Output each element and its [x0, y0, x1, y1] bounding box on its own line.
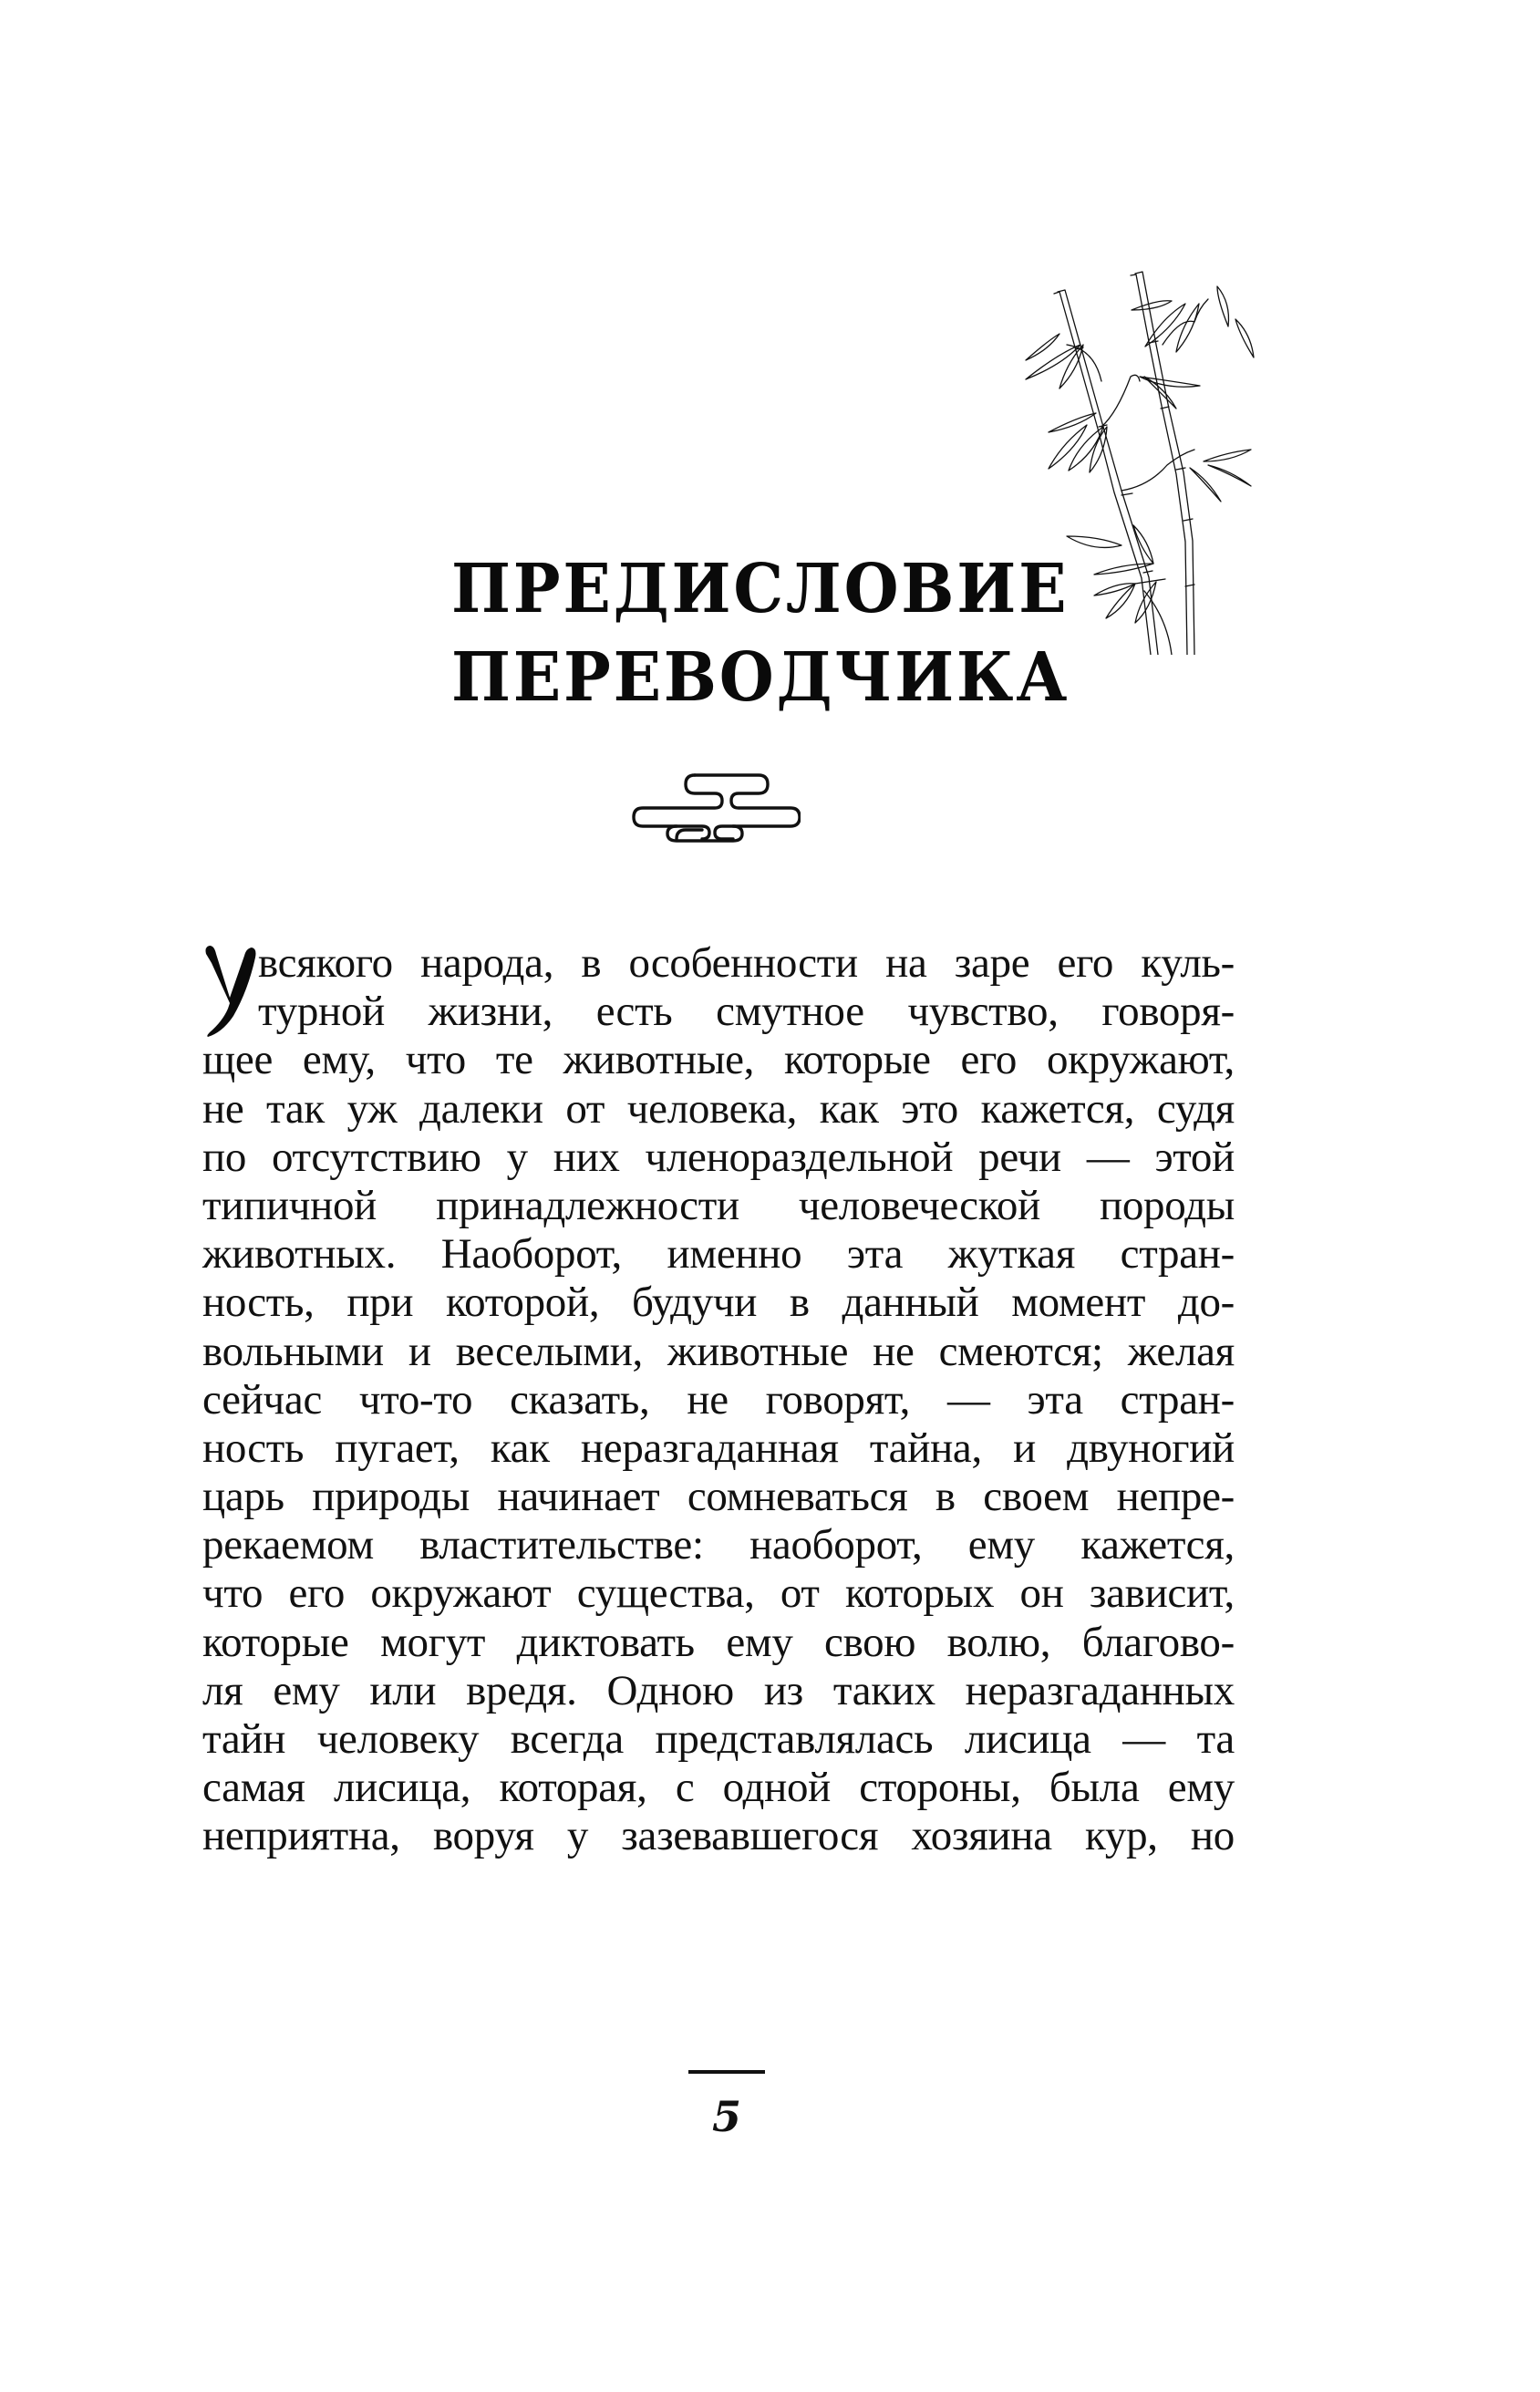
page-title — [451, 545, 1070, 722]
text-line: щее ему, что те животные, которые его окружают, — [202, 1036, 1235, 1084]
text-line: тайн человеку всегда представлялась лисица — та — [202, 1715, 1235, 1763]
text-line: по отсутствию у них членораздельной речи — этой — [202, 1133, 1235, 1181]
title-line-1: ПРЕДИСЛОВИЕ — [451, 550, 1070, 628]
text-line: вольными и веселыми, животные не смеются; желая — [202, 1327, 1235, 1375]
text-line: ность, при которой, будучи в данный момент до- — [202, 1279, 1235, 1327]
body-paragraph — [202, 939, 1235, 1861]
text-line: типичной принадлежности человеческой породы — [202, 1181, 1235, 1229]
page-number: 5 — [711, 2092, 741, 2141]
text-line: неприятна, воруя у зазевавшегося хозяина кур, но — [202, 1812, 1235, 1860]
text-line: всякого народа, в особенности на заре его куль- — [258, 939, 1235, 987]
title-line-2: ПЕРЕВОДЧИКА — [451, 638, 1070, 717]
text-line: самая лисица, которая, с одной стороны, была ему — [202, 1764, 1235, 1812]
text-line: что его окружают существа, от которых он зависит, — [202, 1569, 1235, 1618]
footer-rule-divider — [688, 2070, 765, 2074]
cloud-ornament-icon — [631, 764, 801, 843]
text-line: царь природы начинает сомневаться в своем непре- — [202, 1473, 1235, 1521]
text-line: ля ему или вредя. Одною из таких неразгаданных — [202, 1666, 1235, 1714]
drop-cap — [202, 943, 259, 1038]
text-line: турной жизни, есть смутное чувство, говоря- — [258, 988, 1235, 1036]
text-line: которые могут диктовать ему свою волю, благово- — [202, 1618, 1235, 1666]
text-line: не так уж далеки от человека, как это кажется, судя — [202, 1084, 1235, 1133]
text-line: ность пугает, как неразгаданная тайна, и двуногий — [202, 1424, 1235, 1472]
text-line: животных. Наоборот, именно эта жуткая стран- — [202, 1230, 1235, 1279]
text-line: рекаемом властительстве: наоборот, ему кажется, — [202, 1521, 1235, 1569]
text-line: сейчас что-то сказать, не говорят, — эта стран- — [202, 1375, 1235, 1424]
